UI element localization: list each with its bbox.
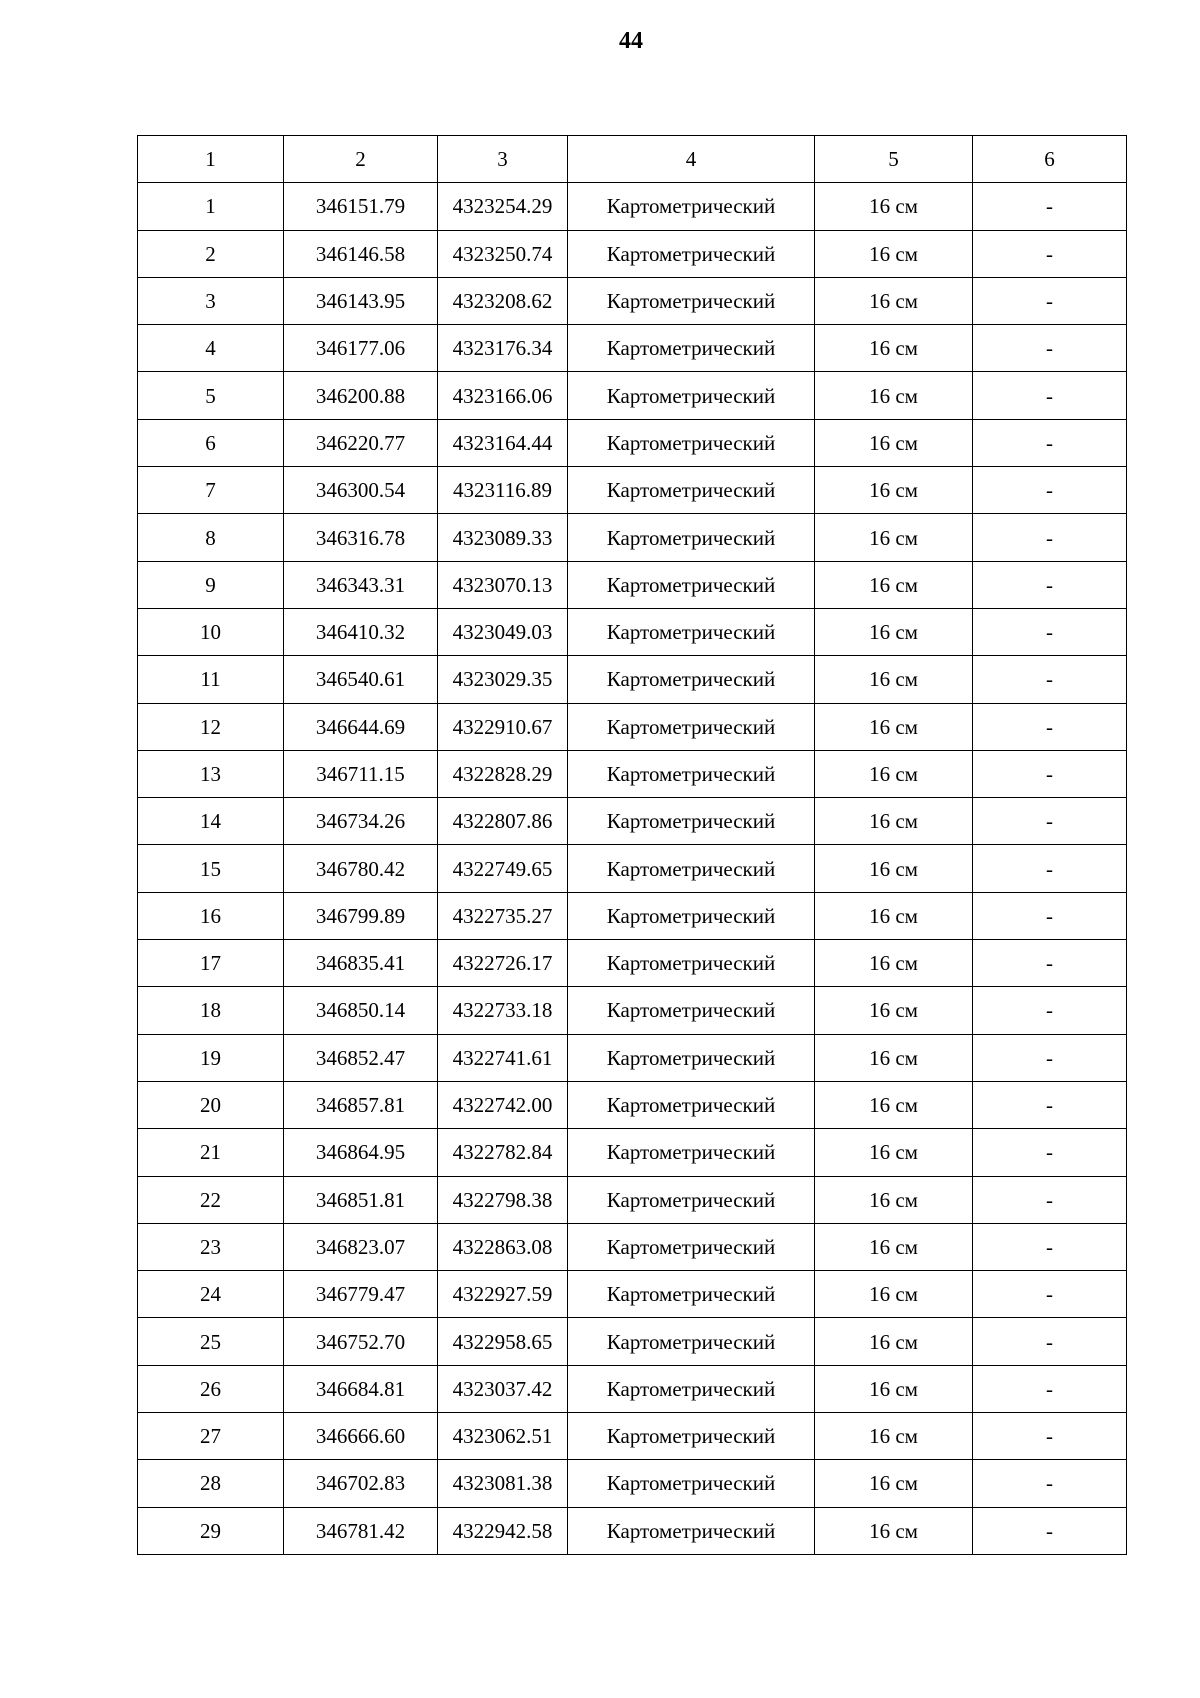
method-cell: Картометрический [568,1271,815,1318]
accuracy-cell: 16 см [815,325,973,372]
table-row [138,1176,1127,1223]
point-number-cell: 1 [138,183,284,230]
note-cell: - [973,1223,1127,1270]
y-coordinate-cell: 4323081.38 [438,1460,568,1507]
table-row [138,514,1127,561]
y-coordinate-cell: 4322798.38 [438,1176,568,1223]
x-coordinate-cell: 346864.95 [284,1129,438,1176]
note-cell: - [973,419,1127,466]
method-cell: Картометрический [568,892,815,939]
y-coordinate-cell: 4322782.84 [438,1129,568,1176]
table-row [138,1507,1127,1554]
point-number-cell: 22 [138,1176,284,1223]
point-number-cell: 19 [138,1034,284,1081]
accuracy-cell: 16 см [815,1413,973,1460]
method-cell: Картометрический [568,1223,815,1270]
table-row [138,419,1127,466]
table-row [138,1365,1127,1412]
note-cell: - [973,1081,1127,1128]
table-row [138,325,1127,372]
method-cell: Картометрический [568,230,815,277]
coordinates-table [137,135,1127,1555]
method-cell: Картометрический [568,1507,815,1554]
note-cell: - [973,798,1127,845]
accuracy-cell: 16 см [815,703,973,750]
x-coordinate-cell: 346799.89 [284,892,438,939]
column-header: 1 [138,136,284,183]
table-row [138,1223,1127,1270]
method-cell: Картометрический [568,703,815,750]
table-row [138,277,1127,324]
table-row [138,1460,1127,1507]
y-coordinate-cell: 4322749.65 [438,845,568,892]
y-coordinate-cell: 4323250.74 [438,230,568,277]
accuracy-cell: 16 см [815,750,973,797]
method-cell: Картометрический [568,1365,815,1412]
y-coordinate-cell: 4323029.35 [438,656,568,703]
accuracy-cell: 16 см [815,892,973,939]
x-coordinate-cell: 346711.15 [284,750,438,797]
note-cell: - [973,514,1127,561]
point-number-cell: 11 [138,656,284,703]
note-cell: - [973,183,1127,230]
y-coordinate-cell: 4322726.17 [438,940,568,987]
x-coordinate-cell: 346316.78 [284,514,438,561]
column-header: 4 [568,136,815,183]
table-row [138,372,1127,419]
y-coordinate-cell: 4323116.89 [438,467,568,514]
accuracy-cell: 16 см [815,798,973,845]
x-coordinate-cell: 346752.70 [284,1318,438,1365]
table-row [138,703,1127,750]
x-coordinate-cell: 346823.07 [284,1223,438,1270]
x-coordinate-cell: 346146.58 [284,230,438,277]
note-cell: - [973,892,1127,939]
table-row [138,1271,1127,1318]
column-header: 5 [815,136,973,183]
x-coordinate-cell: 346644.69 [284,703,438,750]
point-number-cell: 17 [138,940,284,987]
table-row [138,1413,1127,1460]
x-coordinate-cell: 346200.88 [284,372,438,419]
point-number-cell: 15 [138,845,284,892]
method-cell: Картометрический [568,750,815,797]
point-number-cell: 10 [138,608,284,655]
method-cell: Картометрический [568,183,815,230]
x-coordinate-cell: 346143.95 [284,277,438,324]
y-coordinate-cell: 4322958.65 [438,1318,568,1365]
x-coordinate-cell: 346857.81 [284,1081,438,1128]
accuracy-cell: 16 см [815,987,973,1034]
method-cell: Картометрический [568,325,815,372]
accuracy-cell: 16 см [815,1176,973,1223]
method-cell: Картометрический [568,1129,815,1176]
note-cell: - [973,845,1127,892]
x-coordinate-cell: 346850.14 [284,987,438,1034]
note-cell: - [973,940,1127,987]
accuracy-cell: 16 см [815,514,973,561]
point-number-cell: 6 [138,419,284,466]
table-row [138,940,1127,987]
y-coordinate-cell: 4323062.51 [438,1413,568,1460]
x-coordinate-cell: 346666.60 [284,1413,438,1460]
y-coordinate-cell: 4323254.29 [438,183,568,230]
note-cell: - [973,1034,1127,1081]
x-coordinate-cell: 346851.81 [284,1176,438,1223]
method-cell: Картометрический [568,656,815,703]
y-coordinate-cell: 4322910.67 [438,703,568,750]
note-cell: - [973,325,1127,372]
note-cell: - [973,1460,1127,1507]
note-cell: - [973,1413,1127,1460]
method-cell: Картометрический [568,608,815,655]
note-cell: - [973,1507,1127,1554]
y-coordinate-cell: 4323089.33 [438,514,568,561]
method-cell: Картометрический [568,561,815,608]
accuracy-cell: 16 см [815,1365,973,1412]
accuracy-cell: 16 см [815,1034,973,1081]
method-cell: Картометрический [568,514,815,561]
column-header: 6 [973,136,1127,183]
point-number-cell: 20 [138,1081,284,1128]
point-number-cell: 14 [138,798,284,845]
point-number-cell: 24 [138,1271,284,1318]
note-cell: - [973,1318,1127,1365]
method-cell: Картометрический [568,1413,815,1460]
y-coordinate-cell: 4322927.59 [438,1271,568,1318]
x-coordinate-cell: 346779.47 [284,1271,438,1318]
accuracy-cell: 16 см [815,940,973,987]
note-cell: - [973,561,1127,608]
table-row [138,183,1127,230]
accuracy-cell: 16 см [815,277,973,324]
note-cell: - [973,750,1127,797]
x-coordinate-cell: 346343.31 [284,561,438,608]
y-coordinate-cell: 4323166.06 [438,372,568,419]
table-row [138,467,1127,514]
point-number-cell: 3 [138,277,284,324]
y-coordinate-cell: 4322807.86 [438,798,568,845]
method-cell: Картометрический [568,798,815,845]
y-coordinate-cell: 4323070.13 [438,561,568,608]
note-cell: - [973,1365,1127,1412]
note-cell: - [973,608,1127,655]
point-number-cell: 5 [138,372,284,419]
accuracy-cell: 16 см [815,845,973,892]
table-row [138,656,1127,703]
y-coordinate-cell: 4322735.27 [438,892,568,939]
point-number-cell: 8 [138,514,284,561]
table-row [138,987,1127,1034]
table-row [138,750,1127,797]
x-coordinate-cell: 346540.61 [284,656,438,703]
accuracy-cell: 16 см [815,656,973,703]
method-cell: Картометрический [568,940,815,987]
point-number-cell: 12 [138,703,284,750]
table-row [138,798,1127,845]
table-row [138,608,1127,655]
method-cell: Картометрический [568,1176,815,1223]
x-coordinate-cell: 346734.26 [284,798,438,845]
table-row [138,1081,1127,1128]
accuracy-cell: 16 см [815,419,973,466]
note-cell: - [973,467,1127,514]
point-number-cell: 28 [138,1460,284,1507]
x-coordinate-cell: 346835.41 [284,940,438,987]
note-cell: - [973,372,1127,419]
note-cell: - [973,987,1127,1034]
accuracy-cell: 16 см [815,1460,973,1507]
table-row [138,230,1127,277]
accuracy-cell: 16 см [815,1318,973,1365]
method-cell: Картометрический [568,1318,815,1365]
note-cell: - [973,230,1127,277]
point-number-cell: 13 [138,750,284,797]
accuracy-cell: 16 см [815,608,973,655]
y-coordinate-cell: 4322828.29 [438,750,568,797]
x-coordinate-cell: 346684.81 [284,1365,438,1412]
accuracy-cell: 16 см [815,183,973,230]
table-row [138,845,1127,892]
point-number-cell: 18 [138,987,284,1034]
column-header: 3 [438,136,568,183]
x-coordinate-cell: 346220.77 [284,419,438,466]
point-number-cell: 25 [138,1318,284,1365]
x-coordinate-cell: 346780.42 [284,845,438,892]
accuracy-cell: 16 см [815,467,973,514]
y-coordinate-cell: 4322863.08 [438,1223,568,1270]
table-row [138,1034,1127,1081]
y-coordinate-cell: 4322742.00 [438,1081,568,1128]
y-coordinate-cell: 4323049.03 [438,608,568,655]
method-cell: Картометрический [568,467,815,514]
point-number-cell: 4 [138,325,284,372]
note-cell: - [973,1271,1127,1318]
point-number-cell: 29 [138,1507,284,1554]
method-cell: Картометрический [568,1081,815,1128]
table-row [138,892,1127,939]
point-number-cell: 9 [138,561,284,608]
table-row [138,1129,1127,1176]
method-cell: Картометрический [568,419,815,466]
y-coordinate-cell: 4322733.18 [438,987,568,1034]
point-number-cell: 23 [138,1223,284,1270]
note-cell: - [973,1129,1127,1176]
note-cell: - [973,277,1127,324]
table-header-row [138,136,1127,183]
accuracy-cell: 16 см [815,1223,973,1270]
accuracy-cell: 16 см [815,561,973,608]
note-cell: - [973,656,1127,703]
x-coordinate-cell: 346300.54 [284,467,438,514]
point-number-cell: 21 [138,1129,284,1176]
accuracy-cell: 16 см [815,1507,973,1554]
table-row [138,1318,1127,1365]
y-coordinate-cell: 4323208.62 [438,277,568,324]
y-coordinate-cell: 4322942.58 [438,1507,568,1554]
x-coordinate-cell: 346410.32 [284,608,438,655]
note-cell: - [973,703,1127,750]
y-coordinate-cell: 4323176.34 [438,325,568,372]
x-coordinate-cell: 346852.47 [284,1034,438,1081]
page-number: 44 [619,28,643,54]
point-number-cell: 27 [138,1413,284,1460]
method-cell: Картометрический [568,1034,815,1081]
method-cell: Картометрический [568,1460,815,1507]
method-cell: Картометрический [568,845,815,892]
point-number-cell: 26 [138,1365,284,1412]
accuracy-cell: 16 см [815,1129,973,1176]
accuracy-cell: 16 см [815,1081,973,1128]
y-coordinate-cell: 4323164.44 [438,419,568,466]
point-number-cell: 2 [138,230,284,277]
accuracy-cell: 16 см [815,1271,973,1318]
note-cell: - [973,1176,1127,1223]
table-row [138,561,1127,608]
accuracy-cell: 16 см [815,230,973,277]
column-header: 2 [284,136,438,183]
point-number-cell: 16 [138,892,284,939]
x-coordinate-cell: 346702.83 [284,1460,438,1507]
x-coordinate-cell: 346151.79 [284,183,438,230]
y-coordinate-cell: 4323037.42 [438,1365,568,1412]
y-coordinate-cell: 4322741.61 [438,1034,568,1081]
x-coordinate-cell: 346177.06 [284,325,438,372]
accuracy-cell: 16 см [815,372,973,419]
method-cell: Картометрический [568,277,815,324]
table-body [138,136,1127,1555]
method-cell: Картометрический [568,372,815,419]
point-number-cell: 7 [138,467,284,514]
x-coordinate-cell: 346781.42 [284,1507,438,1554]
method-cell: Картометрический [568,987,815,1034]
